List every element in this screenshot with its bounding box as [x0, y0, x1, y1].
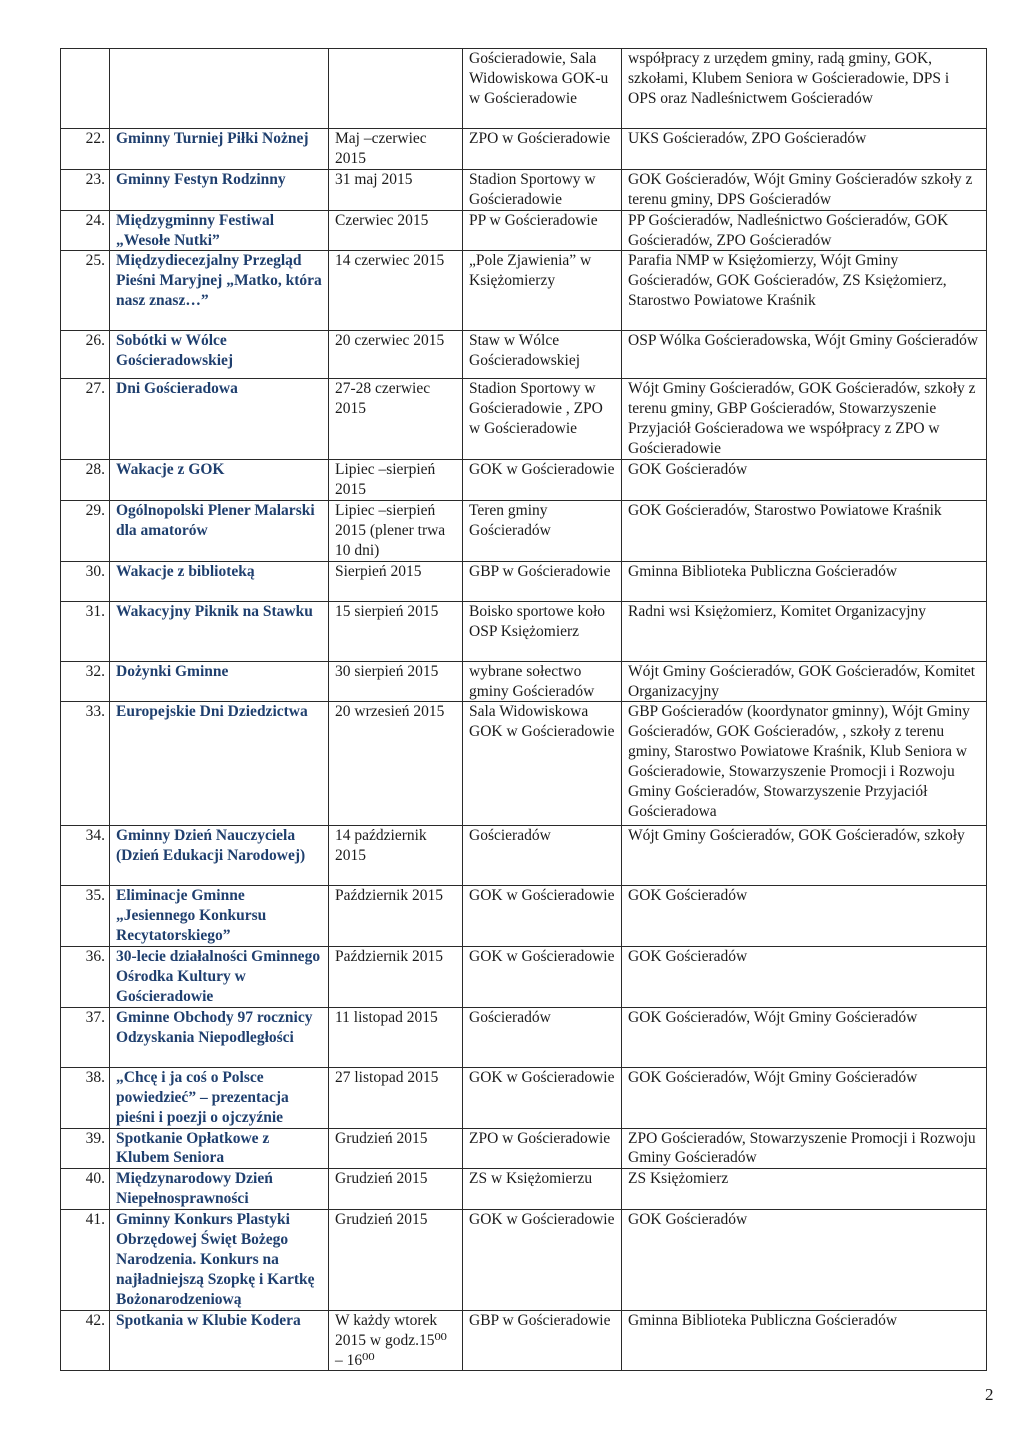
- event-organizers: GOK Gościeradów, Wójt Gminy Gościeradów: [622, 1067, 987, 1128]
- event-organizers: UKS Gościeradów, ZPO Gościeradów: [622, 129, 987, 170]
- event-place: PP w Gościeradowie: [463, 210, 622, 251]
- events-table-body: [61, 49, 987, 1371]
- event-date: Lipiec –sierpień 2015 (plener trwa 10 dni): [329, 500, 463, 561]
- table-row: [61, 49, 987, 129]
- event-organizers: Wójt Gminy Gościeradów, GOK Gościeradów, szkoły: [622, 826, 987, 886]
- event-place: Sala Widowiskowa GOK w Gościeradowie: [463, 702, 622, 826]
- table-row: [61, 661, 987, 702]
- row-number: 27.: [61, 379, 110, 460]
- table-row: [61, 1169, 987, 1210]
- row-number: 36.: [61, 947, 110, 1008]
- event-organizers: ZPO Gościeradów, Stowarzyszenie Promocji i Rozwoju Gminy Gościeradów: [622, 1128, 987, 1169]
- table-row: [61, 601, 987, 661]
- event-place: ZPO w Gościeradowie: [463, 129, 622, 170]
- table-row: [61, 947, 987, 1008]
- event-date: 31 maj 2015: [329, 169, 463, 210]
- event-title: Międzygminny Festiwal „Wesołe Nutki”: [110, 210, 329, 251]
- event-date: Lipiec –sierpień 2015: [329, 460, 463, 501]
- event-place: GOK w Gościeradowie: [463, 1067, 622, 1128]
- row-number: 38.: [61, 1067, 110, 1128]
- event-organizers: Gminna Biblioteka Publiczna Gościeradów: [622, 561, 987, 601]
- event-place: GBP w Gościeradowie: [463, 561, 622, 601]
- event-organizers: GOK Gościeradów: [622, 1210, 987, 1311]
- event-date: 27-28 czerwiec 2015: [329, 379, 463, 460]
- event-organizers: GOK Gościeradów, Wójt Gminy Gościeradów: [622, 1007, 987, 1067]
- event-title: Sobótki w Wólce Gościeradowskiej: [110, 331, 329, 379]
- table-row: [61, 702, 987, 826]
- row-number: 24.: [61, 210, 110, 251]
- event-organizers: GOK Gościeradów, Wójt Gminy Gościeradów szkoły z terenu gminy, DPS Gościeradów: [622, 169, 987, 210]
- event-place: GOK w Gościeradowie: [463, 886, 622, 947]
- event-date: 30 sierpień 2015: [329, 661, 463, 702]
- event-date: Sierpień 2015: [329, 561, 463, 601]
- table-row: [61, 1210, 987, 1311]
- row-number: 34.: [61, 826, 110, 886]
- event-title: „Chcę i ja coś o Polsce powiedzieć” – prezentacja pieśni i poezji o ojczyźnie: [110, 1067, 329, 1128]
- event-place: ZPO w Gościeradowie: [463, 1128, 622, 1169]
- event-date: Październik 2015: [329, 947, 463, 1008]
- table-row: [61, 210, 987, 251]
- table-row: [61, 561, 987, 601]
- row-number: 39.: [61, 1128, 110, 1169]
- table-row: [61, 500, 987, 561]
- event-date: [329, 49, 463, 129]
- event-title: Wakacyjny Piknik na Stawku: [110, 601, 329, 661]
- event-place: GBP w Gościeradowie: [463, 1310, 622, 1371]
- row-number: 25.: [61, 251, 110, 331]
- event-place: Stadion Sportowy w Gościeradowie , ZPO w Gościeradowie: [463, 379, 622, 460]
- event-title: Gminne Obchody 97 rocznicy Odzyskania Niepodległości: [110, 1007, 329, 1067]
- table-row: [61, 1128, 987, 1169]
- row-number: 30.: [61, 561, 110, 601]
- table-row: [61, 379, 987, 460]
- event-place: Gościeradów: [463, 826, 622, 886]
- event-title: Międzydiecezjalny Przegląd Pieśni Maryjnej „Matko, która nasz znasz…”: [110, 251, 329, 331]
- event-date: 14 czerwiec 2015: [329, 251, 463, 331]
- event-place: Stadion Sportowy w Gościeradowie: [463, 169, 622, 210]
- event-place: Gościeradów: [463, 1007, 622, 1067]
- event-place: ZS w Księżomierzu: [463, 1169, 622, 1210]
- row-number: 41.: [61, 1210, 110, 1311]
- event-organizers: OSP Wólka Gościeradowska, Wójt Gminy Gościeradów: [622, 331, 987, 379]
- event-place: GOK w Gościeradowie: [463, 947, 622, 1008]
- event-organizers: Radni wsi Księżomierz, Komitet Organizacyjny: [622, 601, 987, 661]
- event-title: Wakacje z biblioteką: [110, 561, 329, 601]
- event-date: Grudzień 2015: [329, 1128, 463, 1169]
- row-number: 35.: [61, 886, 110, 947]
- event-organizers: GOK Gościeradów: [622, 886, 987, 947]
- row-number: 37.: [61, 1007, 110, 1067]
- event-date: 27 listopad 2015: [329, 1067, 463, 1128]
- event-date: 20 wrzesień 2015: [329, 702, 463, 826]
- event-title: Eliminacje Gminne „Jesiennego Konkursu Recytatorskiego”: [110, 886, 329, 947]
- table-row: [61, 1067, 987, 1128]
- event-organizers: Wójt Gminy Gościeradów, GOK Gościeradów, szkoły z terenu gminy, GBP Gościeradów, Stowarzyszenie Przyjaciół Gościeradowa we współpracy z ZPO w Gościeradowie: [622, 379, 987, 460]
- row-number: 22.: [61, 129, 110, 170]
- event-organizers: GBP Gościeradów (koordynator gminny), Wójt Gminy Gościeradów, GOK Gościeradów, , szkoły z terenu gminy, Starostwo Powiatowe Kraśnik, Klub Seniora w Gościeradowie, Stowarzyszenie Promocji i Rozwoju Gminy Gościeradów, Stowarzyszenie Przyjaciół Gościeradowa: [622, 702, 987, 826]
- event-title: Gminny Dzień Nauczyciela (Dzień Edukacji Narodowej): [110, 826, 329, 886]
- row-number: 42.: [61, 1310, 110, 1371]
- event-place: GOK w Gościeradowie: [463, 1210, 622, 1311]
- event-organizers: Parafia NMP w Księżomierzy, Wójt Gminy Gościeradów, GOK Gościeradów, ZS Księżomierz, Starostwo Powiatowe Kraśnik: [622, 251, 987, 331]
- table-row: [61, 1007, 987, 1067]
- event-title: Dożynki Gminne: [110, 661, 329, 702]
- row-number: 28.: [61, 460, 110, 501]
- event-date: W każdy wtorek 2015 w godz.15⁰⁰ – 16⁰⁰: [329, 1310, 463, 1371]
- row-number: 33.: [61, 702, 110, 826]
- event-title: 30-lecie działalności Gminnego Ośrodka Kultury w Gościeradowie: [110, 947, 329, 1008]
- table-row: [61, 826, 987, 886]
- event-date: Czerwiec 2015: [329, 210, 463, 251]
- event-organizers: PP Gościeradów, Nadleśnictwo Gościeradów, GOK Gościeradów, ZPO Gościeradów: [622, 210, 987, 251]
- event-organizers: GOK Gościeradów: [622, 460, 987, 501]
- event-date: Grudzień 2015: [329, 1210, 463, 1311]
- event-title: Gminny Festyn Rodzinny: [110, 169, 329, 210]
- event-title: Gminny Turniej Piłki Nożnej: [110, 129, 329, 170]
- table-row: [61, 1310, 987, 1371]
- events-table: [60, 48, 987, 1371]
- row-number: 40.: [61, 1169, 110, 1210]
- table-row: [61, 331, 987, 379]
- row-number: 32.: [61, 661, 110, 702]
- event-date: 20 czerwiec 2015: [329, 331, 463, 379]
- event-organizers: GOK Gościeradów, Starostwo Powiatowe Kraśnik: [622, 500, 987, 561]
- event-date: 14 październik 2015: [329, 826, 463, 886]
- row-number: 26.: [61, 331, 110, 379]
- event-title: Wakacje z GOK: [110, 460, 329, 501]
- row-number: 23.: [61, 169, 110, 210]
- event-place: wybrane sołectwo gminy Gościeradów: [463, 661, 622, 702]
- event-title: [110, 49, 329, 129]
- event-place: Staw w Wólce Gościeradowskiej: [463, 331, 622, 379]
- table-row: [61, 251, 987, 331]
- table-row: [61, 129, 987, 170]
- event-date: Październik 2015: [329, 886, 463, 947]
- event-title: Dni Gościeradowa: [110, 379, 329, 460]
- event-organizers: Gminna Biblioteka Publiczna Gościeradów: [622, 1310, 987, 1371]
- event-organizers: współpracy z urzędem gminy, radą gminy, GOK, szkołami, Klubem Seniora w Gościeradowie, DPS i OPS oraz Nadleśnictwem Gościeradów: [622, 49, 987, 129]
- event-place: Boisko sportowe koło OSP Księżomierz: [463, 601, 622, 661]
- table-row: [61, 460, 987, 501]
- event-organizers: Wójt Gminy Gościeradów, GOK Gościeradów, Komitet Organizacyjny: [622, 661, 987, 702]
- event-title: Spotkania w Klubie Kodera: [110, 1310, 329, 1371]
- row-number: [61, 49, 110, 129]
- event-place: Teren gminy Gościeradów: [463, 500, 622, 561]
- event-title: Ogólnopolski Plener Malarski dla amatorów: [110, 500, 329, 561]
- event-date: Maj –czerwiec 2015: [329, 129, 463, 170]
- event-place: „Pole Zjawienia” w Księżomierzy: [463, 251, 622, 331]
- event-place: GOK w Gościeradowie: [463, 460, 622, 501]
- page-number: 2: [985, 1385, 994, 1404]
- event-date: 15 sierpień 2015: [329, 601, 463, 661]
- event-title: Europejskie Dni Dziedzictwa: [110, 702, 329, 826]
- event-title: Gminny Konkurs Plastyki Obrzędowej Święt Bożego Narodzenia. Konkurs na najładniejszą Szopkę i Kartkę Bożonarodzeniową: [110, 1210, 329, 1311]
- event-date: 11 listopad 2015: [329, 1007, 463, 1067]
- event-organizers: ZS Księżomierz: [622, 1169, 987, 1210]
- event-title: Spotkanie Opłatkowe z Klubem Seniora: [110, 1128, 329, 1169]
- event-organizers: GOK Gościeradów: [622, 947, 987, 1008]
- table-row: [61, 886, 987, 947]
- row-number: 31.: [61, 601, 110, 661]
- event-title: Międzynarodowy Dzień Niepełnosprawności: [110, 1169, 329, 1210]
- event-place: Gościeradowie, Sala Widowiskowa GOK-u w Gościeradowie: [463, 49, 622, 129]
- row-number: 29.: [61, 500, 110, 561]
- event-date: Grudzień 2015: [329, 1169, 463, 1210]
- table-row: [61, 169, 987, 210]
